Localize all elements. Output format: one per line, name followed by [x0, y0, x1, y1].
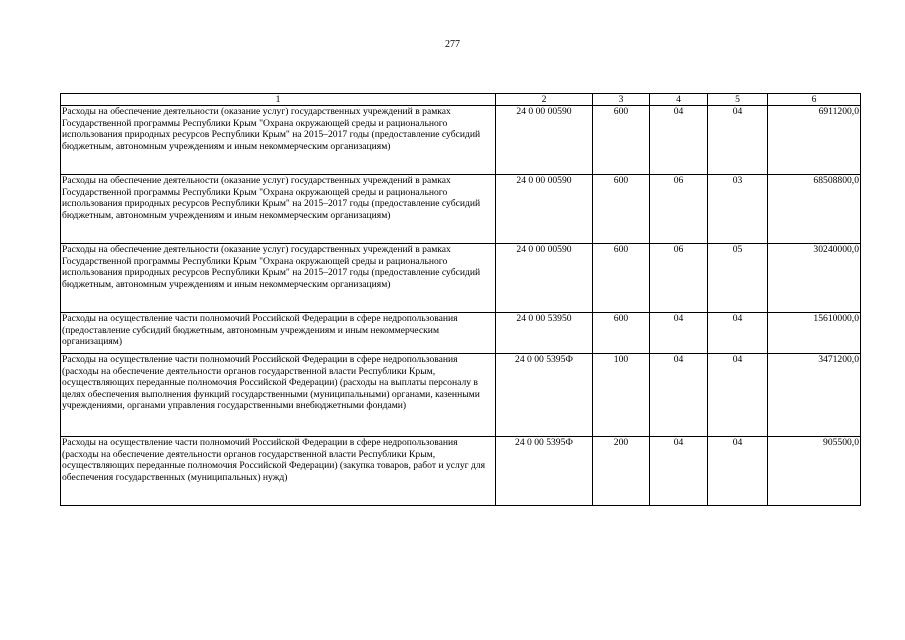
row-amount: 30240000,0: [768, 244, 861, 313]
column-header-5: 5: [708, 94, 768, 106]
row-expense-type: 200: [593, 437, 650, 506]
row-section: 04: [650, 106, 708, 175]
table-row: [61, 175, 861, 244]
row-amount: 3471200,0: [768, 354, 861, 437]
row-subsection: 04: [708, 313, 768, 354]
row-target-code: 24 0 00 00590: [496, 175, 593, 244]
row-target-code: 24 0 00 00590: [496, 244, 593, 313]
row-description: Расходы на осуществление части полномочий Российской Федерации в сфере недропользования (предоставление субсидий бюджетным, автономным учреждениям и иным некоммерческим организациям): [61, 313, 496, 354]
row-section: 06: [650, 175, 708, 244]
column-header-1: 1: [61, 94, 496, 106]
row-section: 04: [650, 354, 708, 437]
row-subsection: 05: [708, 244, 768, 313]
row-expense-type: 600: [593, 244, 650, 313]
table-row: [61, 244, 861, 313]
table-header-row: [61, 94, 861, 106]
row-section: 04: [650, 313, 708, 354]
budget-table: [60, 93, 861, 506]
table-row: [61, 437, 861, 506]
row-description: Расходы на обеспечение деятельности (оказание услуг) государственных учреждений в рамках Государственной программы Республики Крым "Охрана окружающей среды и рационального использования природных ресурсов Республики Крым" на 2015–2017 годы (предоставление субсидий бюджетным, автономным учреждениям и иным некоммерческим организациям): [61, 244, 496, 313]
row-subsection: 04: [708, 354, 768, 437]
row-description: Расходы на осуществление части полномочий Российской Федерации в сфере недропользования (расходы на обеспечение деятельности органов государственной власти Республики Крым, осуществляющих переданные полномочия Российской Федерации) (закупка товаров, работ и услуг для обеспечения государственных (муниципальных) нужд): [61, 437, 496, 506]
column-header-4: 4: [650, 94, 708, 106]
row-section: 04: [650, 437, 708, 506]
row-amount: 6911200,0: [768, 106, 861, 175]
table-row: [61, 313, 861, 354]
row-subsection: 04: [708, 106, 768, 175]
column-header-2: 2: [496, 94, 593, 106]
table-row: [61, 354, 861, 437]
table-row: [61, 106, 861, 175]
row-section: 06: [650, 244, 708, 313]
row-amount: 15610000,0: [768, 313, 861, 354]
row-description: Расходы на обеспечение деятельности (оказание услуг) государственных учреждений в рамках Государственной программы Республики Крым "Охрана окружающей среды и рационального использования природных ресурсов Республики Крым" на 2015–2017 годы (предоставление субсидий бюджетным, автономным учреждениям и иным некоммерческим организациям): [61, 175, 496, 244]
row-target-code: 24 0 00 53950: [496, 313, 593, 354]
row-expense-type: 600: [593, 106, 650, 175]
row-target-code: 24 0 00 00590: [496, 106, 593, 175]
row-subsection: 04: [708, 437, 768, 506]
row-amount: 68508800,0: [768, 175, 861, 244]
row-expense-type: 100: [593, 354, 650, 437]
row-expense-type: 600: [593, 313, 650, 354]
column-header-3: 3: [593, 94, 650, 106]
page-number: 277: [445, 39, 460, 50]
row-target-code: 24 0 00 5395Ф: [496, 437, 593, 506]
column-header-6: 6: [768, 94, 861, 106]
row-subsection: 03: [708, 175, 768, 244]
row-target-code: 24 0 00 5395Ф: [496, 354, 593, 437]
row-expense-type: 600: [593, 175, 650, 244]
row-amount: 905500,0: [768, 437, 861, 506]
row-description: Расходы на обеспечение деятельности (оказание услуг) государственных учреждений в рамках Государственной программы Республики Крым "Охрана окружающей среды и рационального использования природных ресурсов Республики Крым" на 2015–2017 годы (предоставление субсидий бюджетным, автономным учреждениям и иным некоммерческим организациям): [61, 106, 496, 175]
row-description: Расходы на осуществление части полномочий Российской Федерации в сфере недропользования (расходы на обеспечение деятельности органов государственной власти Республики Крым, осуществляющих переданные полномочия Российской Федерации) (расходы на выплаты персоналу в целях обеспечения выполнения функций государственными (муниципальными) органами, казенными учреждениями, органами управления государственными внебюджетными фондами): [61, 354, 496, 437]
